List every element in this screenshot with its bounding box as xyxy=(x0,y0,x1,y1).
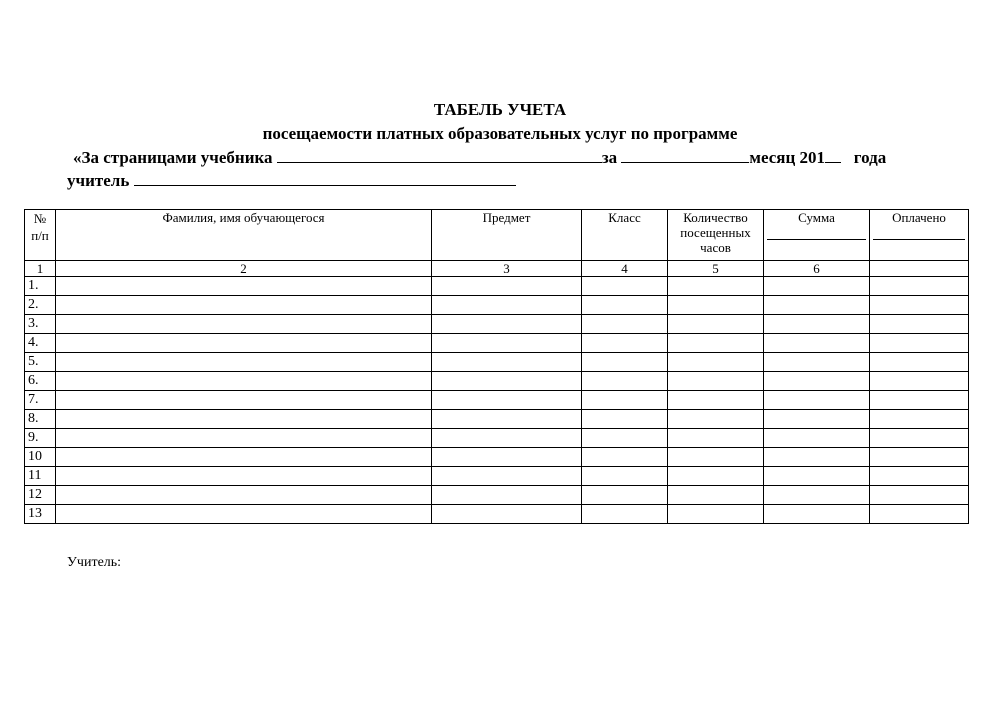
sum-cell[interactable] xyxy=(764,429,870,448)
col-number-5: 5 xyxy=(668,261,764,277)
hours-cell[interactable] xyxy=(668,296,764,315)
attendance-table xyxy=(24,209,969,524)
class-cell[interactable] xyxy=(582,296,668,315)
class-cell[interactable] xyxy=(582,315,668,334)
table-row xyxy=(25,391,969,410)
teacher-line xyxy=(67,170,516,191)
sum-cell[interactable] xyxy=(764,353,870,372)
table-row xyxy=(25,372,969,391)
class-cell[interactable] xyxy=(582,429,668,448)
paid-cell[interactable] xyxy=(870,429,969,448)
col-header-sum-cell xyxy=(764,210,870,261)
hours-cell[interactable] xyxy=(668,391,764,410)
paid-cell[interactable] xyxy=(870,334,969,353)
name-cell[interactable] xyxy=(56,486,432,505)
col-header-paid: Оплачено xyxy=(873,210,965,240)
subject-cell[interactable] xyxy=(432,486,582,505)
teacher-blank[interactable] xyxy=(134,170,516,186)
period-blank[interactable] xyxy=(621,147,749,163)
sum-cell[interactable] xyxy=(764,334,870,353)
hours-cell[interactable] xyxy=(668,486,764,505)
hours-cell[interactable] xyxy=(668,410,764,429)
paid-cell[interactable] xyxy=(870,505,969,524)
col-header-subject: Предмет xyxy=(432,210,582,261)
class-cell[interactable] xyxy=(582,467,668,486)
name-cell[interactable] xyxy=(56,372,432,391)
row-number: 4. xyxy=(25,334,56,353)
sum-cell[interactable] xyxy=(764,391,870,410)
paid-cell[interactable] xyxy=(870,467,969,486)
header-row xyxy=(25,210,969,261)
name-cell[interactable] xyxy=(56,410,432,429)
class-cell[interactable] xyxy=(582,372,668,391)
table-row xyxy=(25,353,969,372)
subject-cell[interactable] xyxy=(432,429,582,448)
class-cell[interactable] xyxy=(582,391,668,410)
name-cell[interactable] xyxy=(56,505,432,524)
row-number: 9. xyxy=(25,429,56,448)
subject-cell[interactable] xyxy=(432,372,582,391)
table-row xyxy=(25,334,969,353)
row-number: 8. xyxy=(25,410,56,429)
hours-cell[interactable] xyxy=(668,429,764,448)
class-cell[interactable] xyxy=(582,410,668,429)
name-cell[interactable] xyxy=(56,391,432,410)
col-header-sum: Сумма xyxy=(767,210,866,240)
class-cell[interactable] xyxy=(582,505,668,524)
sum-cell[interactable] xyxy=(764,315,870,334)
hours-cell[interactable] xyxy=(668,315,764,334)
row-number: 11 xyxy=(25,467,56,486)
year-label: года xyxy=(853,148,887,167)
paid-cell[interactable] xyxy=(870,315,969,334)
col-number-6: 6 xyxy=(764,261,870,277)
name-cell[interactable] xyxy=(56,467,432,486)
sum-cell[interactable] xyxy=(764,277,870,296)
teacher-label: учитель xyxy=(67,171,130,190)
paid-cell[interactable] xyxy=(870,391,969,410)
class-cell[interactable] xyxy=(582,448,668,467)
paid-cell[interactable] xyxy=(870,277,969,296)
class-cell[interactable] xyxy=(582,277,668,296)
sum-cell[interactable] xyxy=(764,410,870,429)
table-row xyxy=(25,296,969,315)
col-number-4: 4 xyxy=(582,261,668,277)
name-cell[interactable] xyxy=(56,334,432,353)
col-number-2: 2 xyxy=(56,261,432,277)
table-row xyxy=(25,429,969,448)
col-header-paid-cell xyxy=(870,210,969,261)
hours-cell[interactable] xyxy=(668,448,764,467)
subject-cell[interactable] xyxy=(432,391,582,410)
footer-teacher-label: Учитель: xyxy=(67,555,122,570)
program-blank[interactable] xyxy=(277,147,602,163)
col-header-number: № п/п xyxy=(25,210,56,261)
column-number-row xyxy=(25,261,969,277)
row-number: 3. xyxy=(25,315,56,334)
name-cell[interactable] xyxy=(56,429,432,448)
row-number: 12 xyxy=(25,486,56,505)
table-row xyxy=(25,505,969,524)
row-number: 13 xyxy=(25,505,56,524)
program-prefix: «За страницами учебника xyxy=(73,148,273,167)
sum-cell[interactable] xyxy=(764,372,870,391)
paid-cell[interactable] xyxy=(870,353,969,372)
name-cell[interactable] xyxy=(56,353,432,372)
table-row xyxy=(25,448,969,467)
subject-cell[interactable] xyxy=(432,410,582,429)
hours-cell[interactable] xyxy=(668,277,764,296)
subject-cell[interactable] xyxy=(432,505,582,524)
row-number: 5. xyxy=(25,353,56,372)
subject-cell[interactable] xyxy=(432,296,582,315)
hours-cell[interactable] xyxy=(668,467,764,486)
row-number: 7. xyxy=(25,391,56,410)
col-header-name: Фамилия, имя обучающегося xyxy=(56,210,432,261)
hours-cell[interactable] xyxy=(668,372,764,391)
sum-cell[interactable] xyxy=(764,486,870,505)
row-number: 10 xyxy=(25,448,56,467)
subject-cell[interactable] xyxy=(432,448,582,467)
name-cell[interactable] xyxy=(56,448,432,467)
table-row xyxy=(25,467,969,486)
subject-cell[interactable] xyxy=(432,353,582,372)
row-number: 2. xyxy=(25,296,56,315)
hours-cell[interactable] xyxy=(668,334,764,353)
subject-cell[interactable] xyxy=(432,315,582,334)
paid-cell[interactable] xyxy=(870,296,969,315)
paid-cell[interactable] xyxy=(870,372,969,391)
subject-cell[interactable] xyxy=(432,277,582,296)
class-cell[interactable] xyxy=(582,334,668,353)
name-cell[interactable] xyxy=(56,315,432,334)
sum-cell[interactable] xyxy=(764,448,870,467)
col-number-7 xyxy=(870,261,969,277)
paid-cell[interactable] xyxy=(870,486,969,505)
month-label: месяц 201 xyxy=(749,148,826,167)
table-row xyxy=(25,277,969,296)
sum-cell[interactable] xyxy=(764,505,870,524)
col-header-class: Класс xyxy=(582,210,668,261)
sum-cell[interactable] xyxy=(764,467,870,486)
class-cell[interactable] xyxy=(582,486,668,505)
row-number: 6. xyxy=(25,372,56,391)
paid-cell[interactable] xyxy=(870,410,969,429)
sum-cell[interactable] xyxy=(764,296,870,315)
paid-cell[interactable] xyxy=(870,448,969,467)
name-cell[interactable] xyxy=(56,296,432,315)
col-number-3: 3 xyxy=(432,261,582,277)
table-row xyxy=(25,486,969,505)
hours-cell[interactable] xyxy=(668,353,764,372)
class-cell[interactable] xyxy=(582,353,668,372)
for-label: за xyxy=(601,148,618,167)
year-blank[interactable] xyxy=(825,147,841,163)
col-number-1: 1 xyxy=(25,261,56,277)
table-row xyxy=(25,315,969,334)
subject-cell[interactable] xyxy=(432,334,582,353)
document-title: ТАБЕЛЬ УЧЕТА xyxy=(433,100,567,119)
hours-cell[interactable] xyxy=(668,505,764,524)
document-subtitle: посещаемости платных образовательных услуг по программе xyxy=(262,124,738,143)
name-cell[interactable] xyxy=(56,277,432,296)
row-number: 1. xyxy=(25,277,56,296)
col-header-hours: Количество посещенных часов xyxy=(668,210,764,261)
program-line xyxy=(73,147,886,168)
table-row xyxy=(25,410,969,429)
subject-cell[interactable] xyxy=(432,467,582,486)
